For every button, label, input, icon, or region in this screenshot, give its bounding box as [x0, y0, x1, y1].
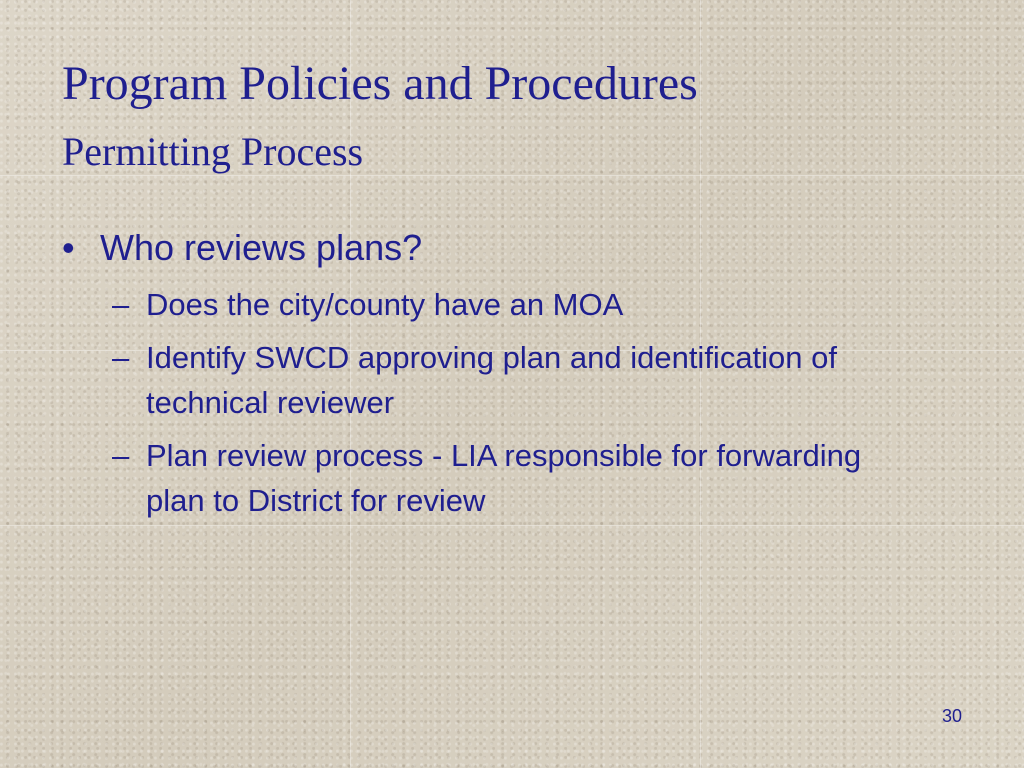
bullet-item: [62, 226, 962, 270]
slide-title: Program Policies and Procedures: [62, 57, 698, 110]
page-number: 30: [941, 706, 962, 726]
slide-content: [62, 226, 962, 531]
sub-bullet-item: [112, 282, 962, 327]
dash-marker: –: [112, 438, 130, 473]
sub-bullet-text: Identify SWCD approving plan and identification of technical reviewer: [146, 340, 838, 420]
dash-marker: –: [112, 287, 130, 322]
bullet-marker: •: [62, 227, 75, 268]
sub-bullet-text: Does the city/county have an MOA: [146, 287, 624, 322]
sub-bullet-text: Plan review process - LIA responsible for forwarding plan to District for review: [146, 438, 862, 518]
slide-subtitle: Permitting Process: [62, 129, 364, 174]
dash-marker: –: [112, 340, 130, 375]
bullet-text: Who reviews plans?: [100, 227, 423, 268]
sub-bullet-item: [112, 433, 962, 523]
background-tile-line: [0, 175, 1024, 176]
sub-bullet-list: [62, 282, 962, 523]
sub-bullet-item: [112, 335, 962, 425]
